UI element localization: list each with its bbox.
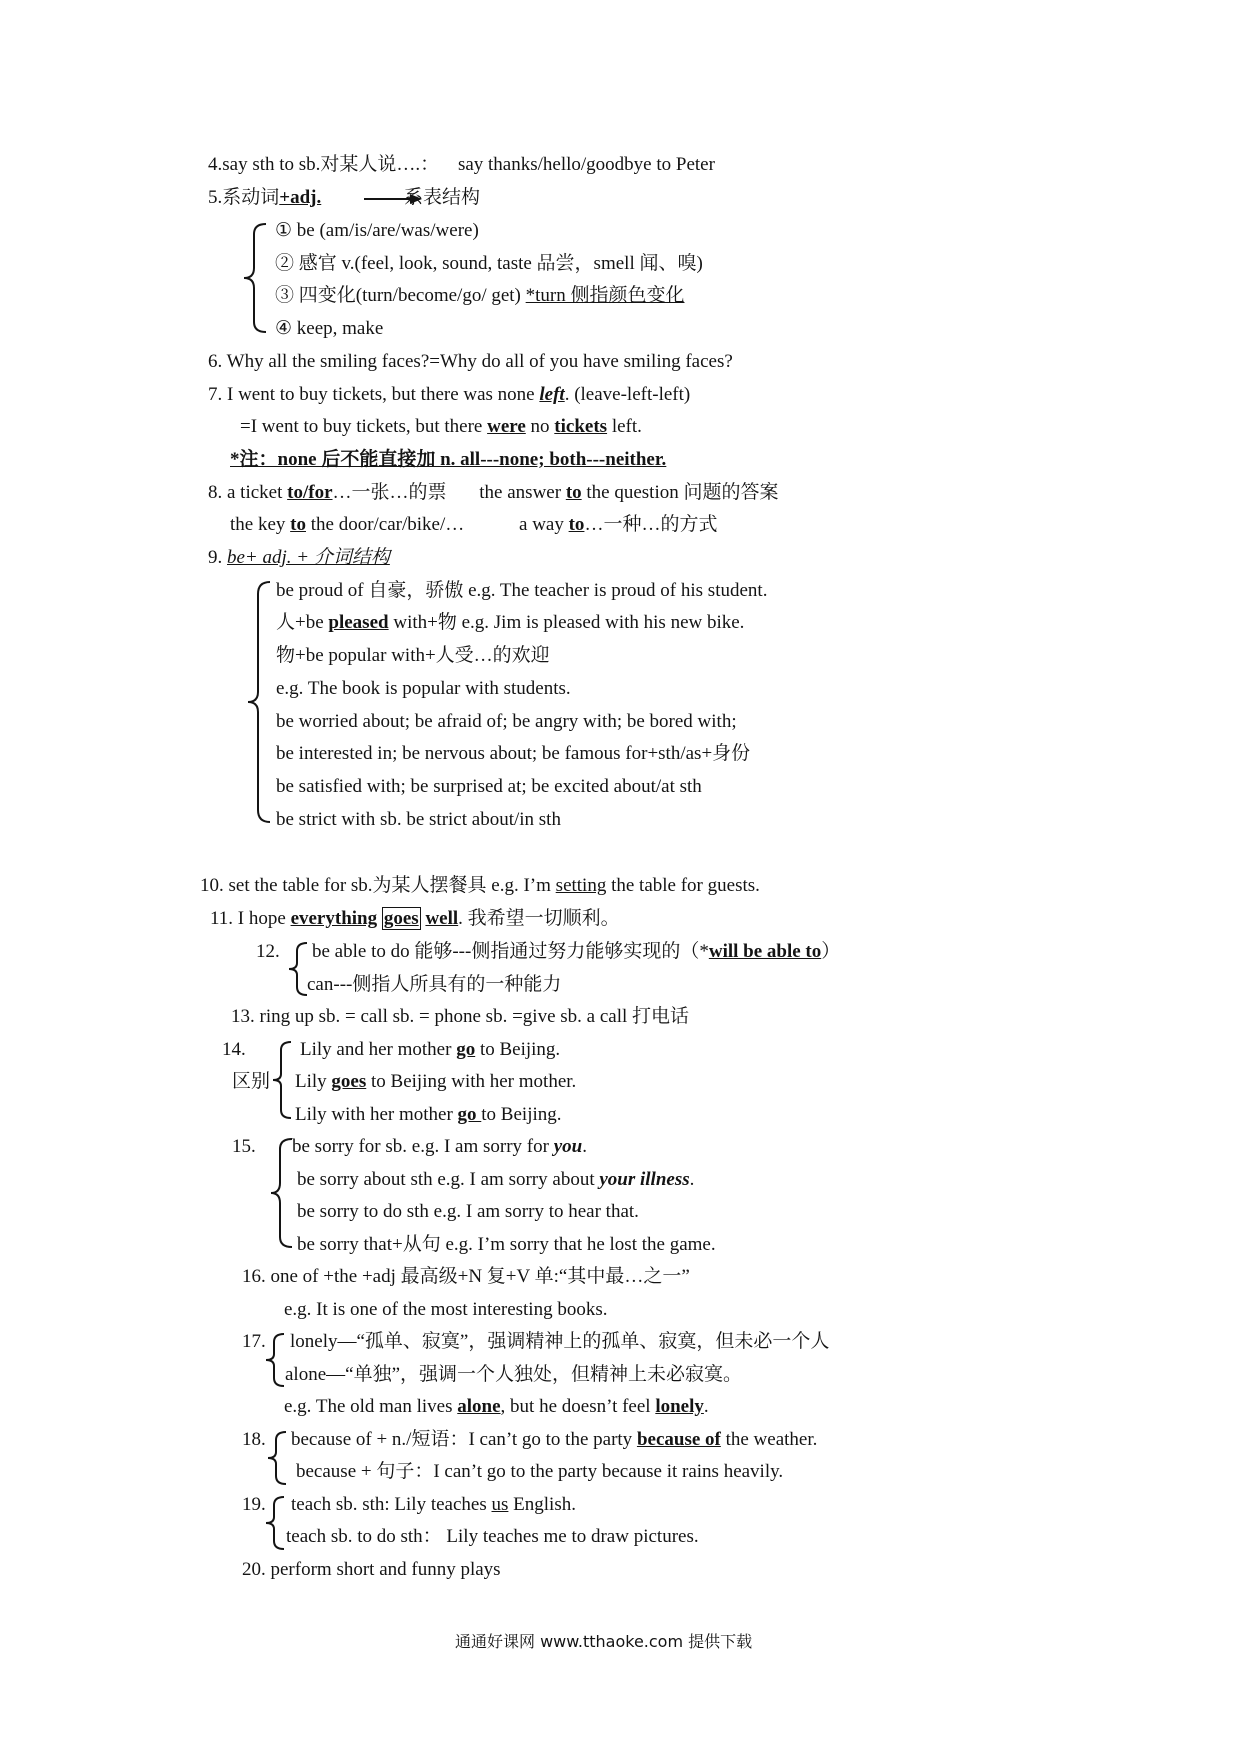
- item-11-a: 11. I hope: [210, 908, 291, 929]
- item-16-example: e.g. It is one of the most interesting books.: [284, 1299, 608, 1320]
- item-5-sub-4: ④ keep, make: [275, 318, 384, 339]
- item-17-line-1: lonely—“孤单、寂寞”，强调精神上的孤单、寂寞，但未必一个人: [290, 1331, 830, 1352]
- item-8-to-3: to: [568, 514, 585, 535]
- item-9-line-3: 物+be popular with+人受…的欢迎: [276, 645, 550, 666]
- item-9-line-2: [276, 611, 744, 635]
- item-7: [208, 383, 690, 407]
- item-14-l1c: to Beijing.: [475, 1039, 561, 1060]
- item-11-g: . 我希望一切顺利。: [458, 908, 620, 929]
- item-14-go-2: go: [457, 1104, 482, 1125]
- item-17-l3c: , but he doesn’t feel: [500, 1396, 656, 1417]
- item-19-l1c: English.: [508, 1494, 576, 1515]
- item-9-line-1: be proud of 自豪，骄傲 e.g. The teacher is proud of his student.: [276, 580, 768, 601]
- item-14-l1a: Lily and her mother: [300, 1039, 457, 1060]
- item-12-will-be-able-to: will be able to: [708, 941, 822, 962]
- item-8-a: 8. a ticket: [208, 482, 288, 503]
- item-15-l1a: be sorry for sb. e.g. I am sorry for: [292, 1136, 554, 1157]
- item-4-text: 4.say sth to sb.对某人说….：: [208, 154, 440, 175]
- item-19-l1a: teach sb. sth: Lily teaches: [291, 1494, 492, 1515]
- item-7-para-c: left.: [607, 416, 642, 437]
- item-7-para-b: no: [525, 416, 555, 437]
- item-11-everything: everything: [290, 908, 378, 929]
- item-19-number: 19.: [242, 1494, 266, 1515]
- item-14-l3a: Lily with her mother: [295, 1104, 458, 1125]
- item-18-line-2: because + 句子：I can’t go to the party because it rains heavily.: [296, 1461, 784, 1482]
- item-5-adj: +adj.: [279, 187, 322, 208]
- item-9-line-4: e.g. The book is popular with students.: [276, 678, 571, 699]
- item-15-line-3: be sorry to do sth e.g. I am sorry to hear that.: [297, 1201, 639, 1222]
- item-9-pleased: pleased: [328, 612, 389, 633]
- item-15-your-illness: your illness: [599, 1169, 690, 1190]
- item-15-number: 15.: [232, 1136, 256, 1157]
- item-14-l2a: Lily: [295, 1071, 332, 1092]
- item-4: [208, 153, 715, 177]
- item-15-you: you: [553, 1136, 583, 1157]
- item-14-l3c: to Beijing.: [481, 1104, 562, 1125]
- brace-18: [266, 1430, 290, 1486]
- item-5-sub-1: ① be (am/is/are/was/were): [275, 220, 479, 241]
- item-12-line-1: [312, 940, 840, 964]
- item-17-l3a: e.g. The old man lives: [284, 1396, 458, 1417]
- item-15-line-1: [292, 1135, 587, 1159]
- item-20: 20. perform short and funny plays: [242, 1559, 501, 1580]
- item-14-goes: goes: [331, 1071, 367, 1092]
- item-5-sub-3-note: *turn 侧指颜色变化: [525, 285, 685, 306]
- item-9-line-6: be interested in; be nervous about; be famous for+sth/as+身份: [276, 743, 751, 764]
- item-5-structure: 系表结构: [404, 187, 481, 208]
- item-4-example: say thanks/hello/goodbye to Peter: [457, 154, 715, 175]
- item-8-line-2: [230, 513, 717, 537]
- item-11: [210, 907, 620, 931]
- item-8-c: …一张…的票: [332, 482, 447, 503]
- item-5-sub-2: ② 感官 v.(feel, look, sound, taste 品尝，smell 闻、嗅): [275, 253, 703, 274]
- item-9-l2a: 人+be: [276, 612, 329, 633]
- item-19-us: us: [491, 1494, 509, 1515]
- item-18-l1a: because of + n./短语：I can’t go to the party: [291, 1429, 637, 1450]
- item-7-were: were: [487, 416, 526, 437]
- item-19-line-2: teach sb. to do sth： Lily teaches me to draw pictures.: [286, 1526, 699, 1547]
- item-10-a: 10. set the table for sb.为某人摆餐具 e.g. I’m: [200, 875, 556, 896]
- item-14-line-2: [295, 1070, 576, 1094]
- item-7-para-a: =I went to buy tickets, but there: [240, 416, 488, 437]
- item-17-number: 17.: [242, 1331, 266, 1352]
- item-12-number: 12.: [256, 941, 280, 962]
- item-5-sub-3-text: ③ 四变化(turn/become/go/ get): [275, 285, 526, 306]
- item-18-l1c: the weather.: [720, 1429, 818, 1450]
- item-9-number: 9.: [208, 547, 227, 568]
- item-7-tickets: tickets: [554, 416, 608, 437]
- item-14-line-3: [295, 1103, 562, 1127]
- item-8-l: …一种…的方式: [584, 514, 718, 535]
- item-15-l2a: be sorry about sth e.g. I am sorry about: [297, 1169, 600, 1190]
- item-14-l2c: to Beijing with her mother.: [366, 1071, 577, 1092]
- item-8-g: the key: [230, 514, 291, 535]
- item-9-line-5: be worried about; be afraid of; be angry with; be bored with;: [276, 711, 737, 732]
- item-8-f: the question 问题的答案: [581, 482, 779, 503]
- item-9-line-7: be satisfied with; be surprised at; be excited about/at sth: [276, 776, 702, 797]
- item-17-line-2: alone—“单独”，强调一个人独处，但精神上未必寂寞。: [285, 1364, 743, 1385]
- item-18-line-1: [291, 1428, 817, 1452]
- item-14-number: 14.: [222, 1039, 246, 1060]
- item-10-setting: setting: [555, 875, 607, 896]
- item-7-forms: . (leave-left-left): [564, 384, 691, 405]
- item-15-line-4: be sorry that+从句 e.g. I’m sorry that he lost the game.: [297, 1234, 716, 1255]
- item-17-lonely: lonely: [655, 1396, 704, 1417]
- item-12-line-2: can---侧指人所具有的一种能力: [307, 974, 562, 995]
- item-8-tofor: to/for: [287, 482, 333, 503]
- item-7-left: left: [539, 384, 565, 405]
- item-11-well: well: [425, 908, 459, 929]
- item-5-text: 5.系动词: [208, 187, 280, 208]
- item-19-line-1: [291, 1493, 576, 1517]
- item-15-l1c: .: [582, 1136, 587, 1157]
- item-8-d: the answer: [479, 482, 566, 503]
- item-14-line-1: [300, 1038, 560, 1062]
- item-17-line-3: [284, 1395, 709, 1419]
- item-6: 6. Why all the smiling faces?=Why do all of you have smiling faces?: [208, 351, 733, 372]
- page-footer: 通通好课网 www.tthaoke.com 提供下载: [455, 1632, 753, 1651]
- item-15-l2c: .: [689, 1169, 695, 1190]
- brace-9: [244, 580, 274, 824]
- item-8-i: the door/car/bike/…: [305, 514, 465, 535]
- item-12-a: be able to do 能够---侧指通过努力能够实现的（*: [312, 941, 709, 962]
- item-16: 16. one of +the +adj 最高级+N 复+V 单:“其中最…之一”: [242, 1266, 690, 1287]
- item-9-title: be+ adj. + 介词结构: [227, 547, 390, 568]
- item-5-sub-3: [275, 284, 685, 308]
- item-18-number: 18.: [242, 1429, 266, 1450]
- item-8: [208, 481, 779, 505]
- item-7-paraphrase: [240, 415, 642, 439]
- item-9-l2c: with+物 e.g. Jim is pleased with his new bike.: [388, 612, 745, 633]
- item-15-line-2: [297, 1168, 694, 1192]
- item-18-because-of: because of: [636, 1429, 721, 1450]
- item-7-text: 7. I went to buy tickets, but there was none: [208, 384, 540, 405]
- item-10: [200, 874, 760, 898]
- item-17-alone: alone: [457, 1396, 501, 1417]
- item-8-j: a way: [519, 514, 569, 535]
- item-9: [208, 546, 390, 570]
- item-8-to-2: to: [290, 514, 306, 535]
- item-9-line-8: be strict with sb. be strict about/in sth: [276, 809, 561, 830]
- item-14-label: 区别: [232, 1071, 271, 1092]
- item-10-c: the table for guests.: [606, 875, 760, 896]
- item-17-l3e: .: [703, 1396, 709, 1417]
- item-8-to-1: to: [565, 482, 582, 503]
- item-11-goes: goes: [383, 908, 419, 929]
- item-5: [208, 186, 480, 210]
- item-14-go-1: go: [456, 1039, 476, 1060]
- item-12-c: ）: [821, 941, 841, 962]
- item-7-note: *注：none 后不能直接加 n. all---none; both---neither.: [230, 449, 667, 470]
- brace-14: [271, 1040, 295, 1120]
- brace-19: [264, 1495, 288, 1551]
- brace-5: [240, 222, 270, 334]
- item-13: 13. ring up sb. = call sb. = phone sb. =give sb. a call 打电话: [231, 1006, 690, 1027]
